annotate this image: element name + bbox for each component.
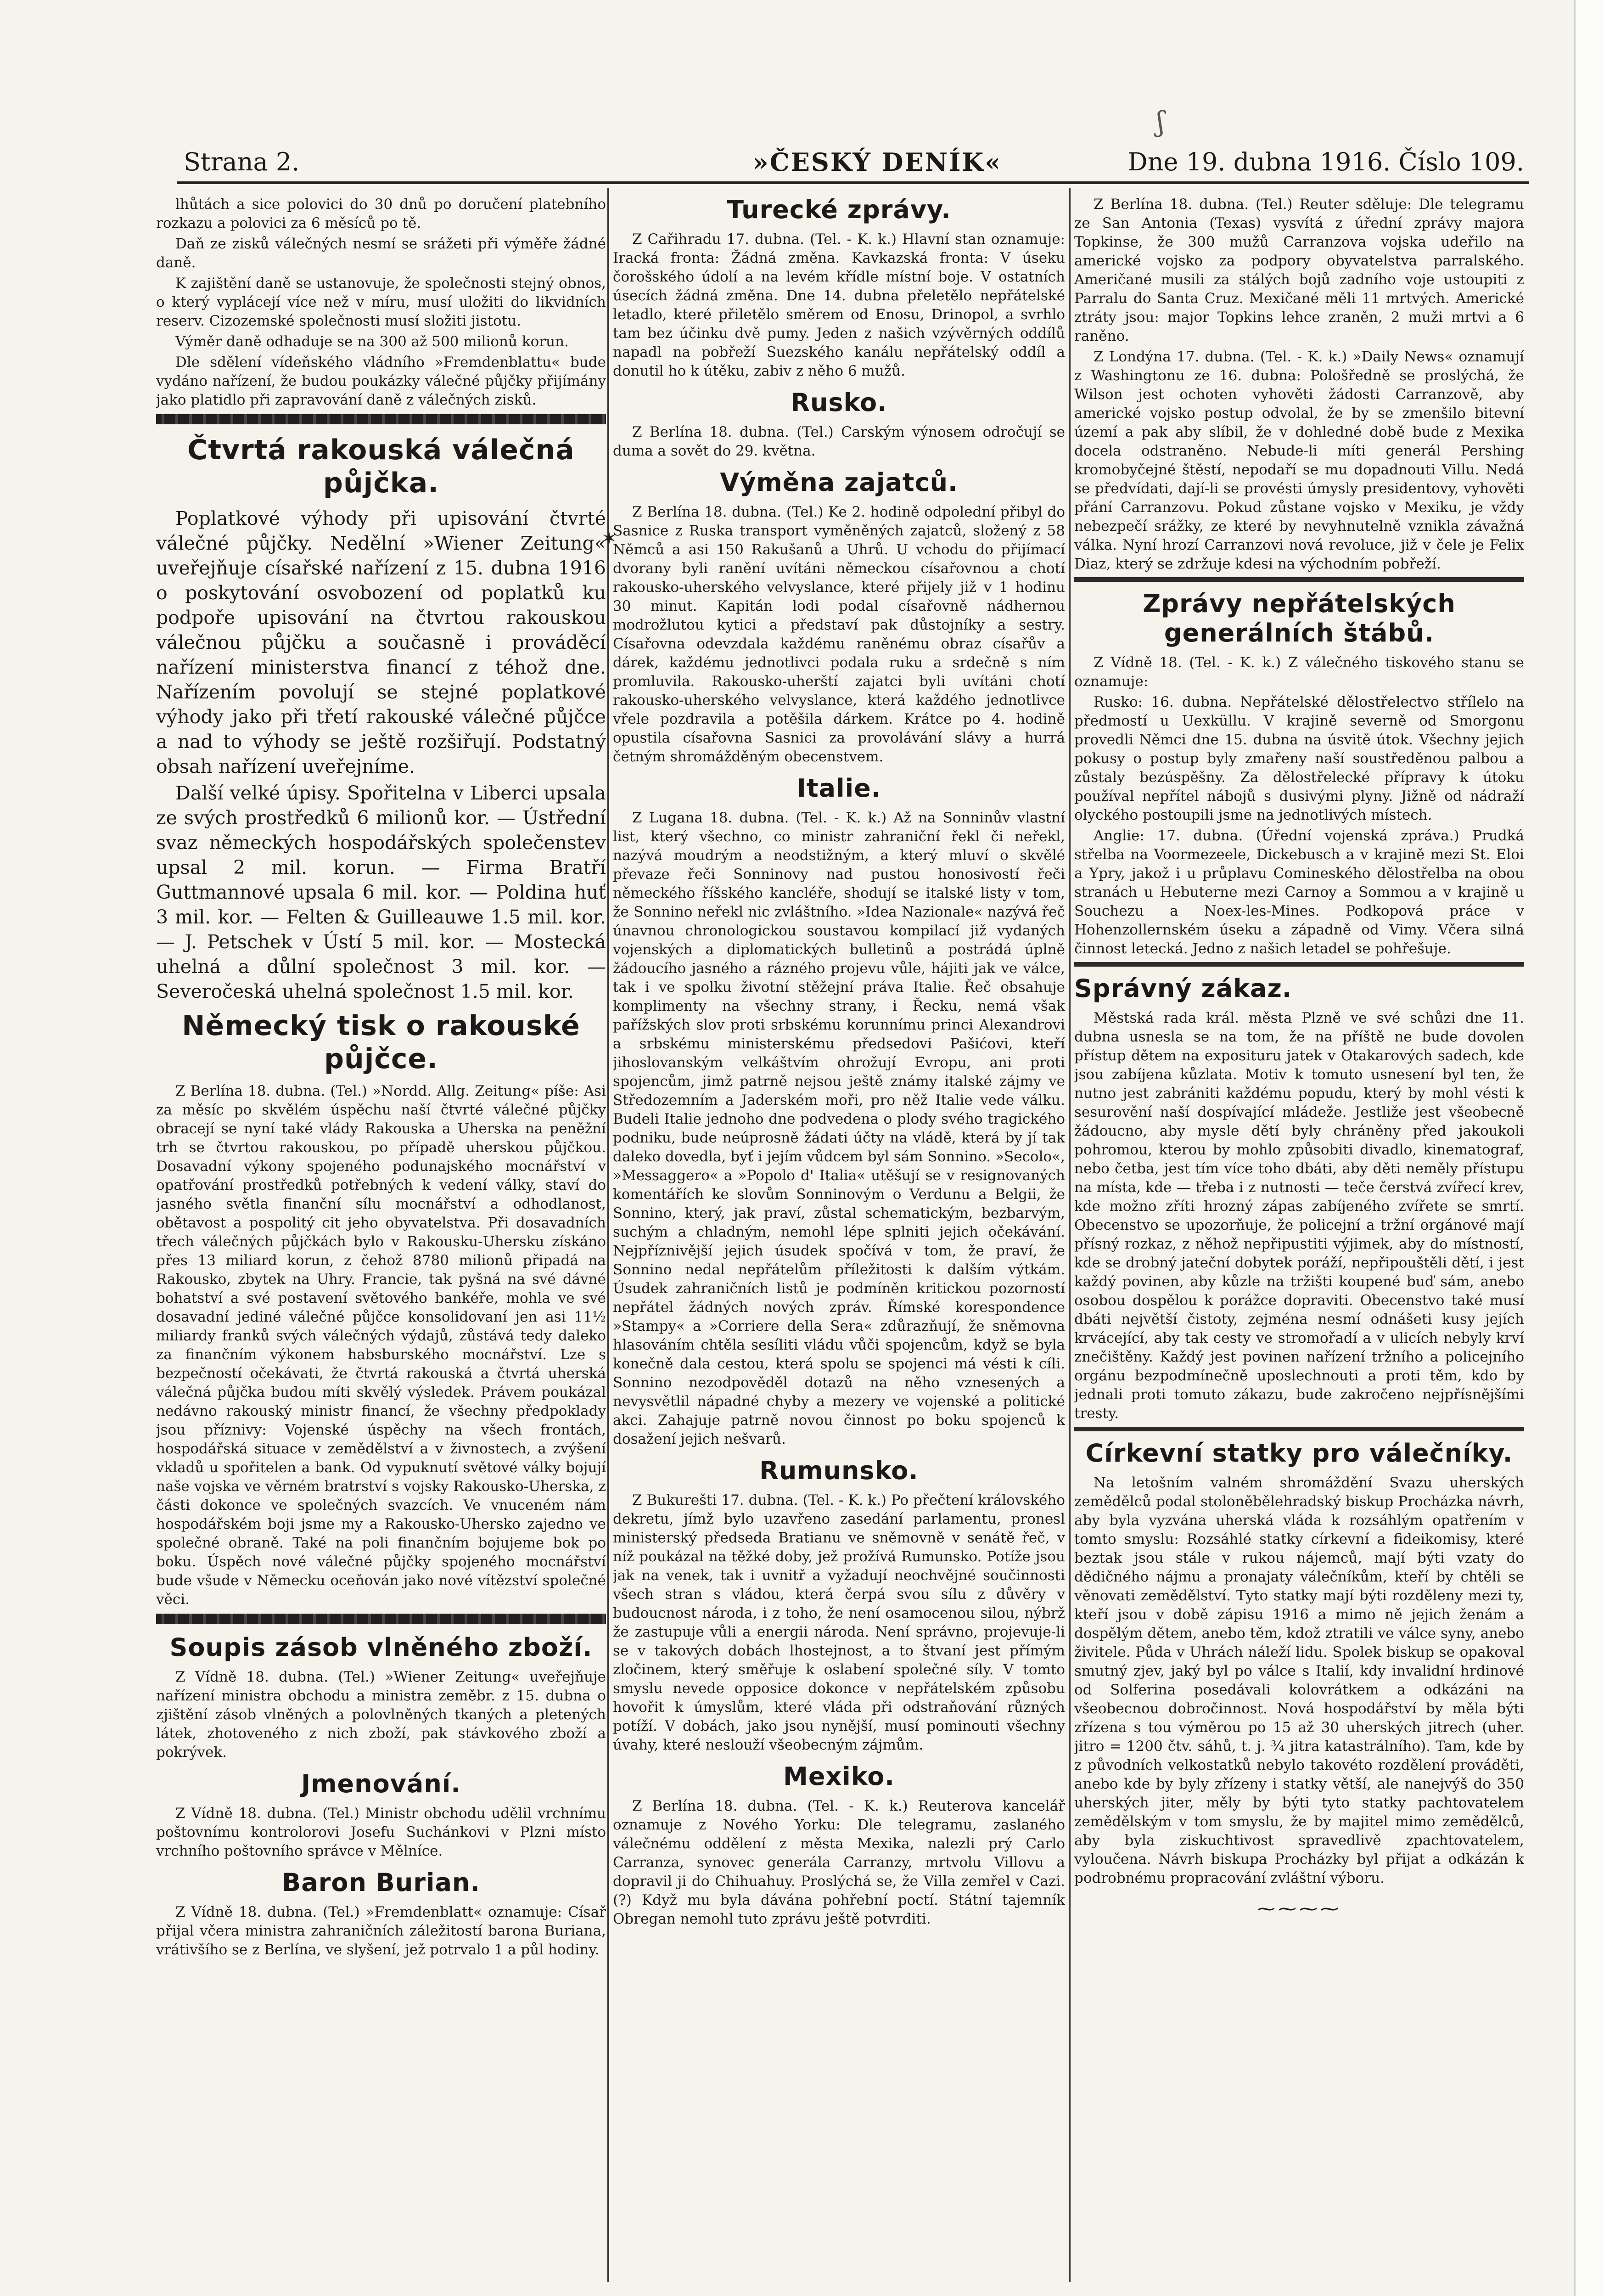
article-paragraph: Z Vídně 18. (Tel. - K. k.) Z válečného tiskového stanu se oznamuje: [1074, 654, 1524, 690]
headline-romania: Rumunsko. [759, 1456, 919, 1485]
article-paragraph: Městská rada král. města Plzně ve své schůzi dne 11. dubna usnesla se na tom, že na příště ne bude dovolen přístup dětem na exposituru jatek v Otakarových sadech, kde jsou zabíjena kůzlata. Motiv k tomuto usnesení byl ten, že nutno jest zabrániti každému popudu, který by mohl vésti k sesurovění naší dospívající mládeže. Jestliže jest všeobecně žádoucno, aby mysle dětí byly chráněny před jakoukoli pohromou, kterou by mohlo způsobiti divadlo, kinematograf, nebo četba, jest tím více toho dbáti, aby děti neměly přístupu na místa, kde — třeba i z nutnosti — teče čerstvá zvířecí krev, kde možno zříti hrozný zápas zabíjeného zvířete se smrtí. Obecenstvo se upozorňuje, že policejní a tržní orgánové mají přísný rozkaz, z něhož nepřipustiti výjimek, aby do místností, kde se drobný jateční dobytek poráží, nepřipouštěli dětí, i jest každý povinen, aby kůzle na tržišti koupené buď sám, anebo osobou dospělou k porážce dopraviti. Obecenstvo také musí dbáti největší čistoty, zejména nesmí odnášeti kusy jejích krvácející, aby tak cesty ve stromořadí a v ulicích nebyly krví znečištěny. Každý jest povinen nařízení tržního a policejního orgánu bezpodmínečně uposlechnouti a proti těm, kdo by jednali proti tomuto zákazu, bude zakročeno nejpřísnějšími tresty. [1074, 1010, 1524, 1422]
article-paragraph: Na letošním valném shromáždění Svazu uherských zemědělců podal stoloněbělehradský biskup Procházka návrh, aby byla vyzvána uherská vláda k rozsáhlým opatřením v tomto smyslu: Rozsáhlé statky církevní a fideikomisy, které beztak jsou stále v rukou nájemců, mají býti vzaty do dědičného nájmu a pronajaty válečníkům, kteří by chtěli se věnovati zemědělství. Tyto statky mají býti rozděleny mezi ty, kteří jsou v době zápisu 1916 a mimo ně jejich ženám a dospělým dětem, anebo těm, kdož ztratili ve válce syny, anebo živitele. Půda v Uhrách náleží lidu. Spolek biskup se opakoval smutný zjev, jaký byl po válce s Italií, kdy invalidní hrdinové od Solferina posedávali kolovrátkem a odkázáni na všeobecnou dobročinnost. Nová hospodářství by měla býti zřízena s tou výměrou po 15 až 30 uherských jitrech (uher. jitro = 1200 čtv. sáhů, t. j. ¾ jitra katastrálního). Tam, kde by z původních velkostatků nebylo takovéto rozdělení prováděti, anebo kde by byly zřízeny i statky větší, ale nanejvýš do 350 uherských jiter, měly by býti tyto statky pachtovatelem zemědělským v tom smyslu, že by majitel mimo zemědělců, aby byla ziskuchtivost spravedlivě zpachtovatelem, vyloučena. Návrh biskupa Procházky byl přijat a odkázán k podrobnému propracování zvláštní výboru. [1074, 1474, 1524, 1886]
column-1 [156, 195, 606, 2296]
asterisk-mark: ✶ [601, 528, 617, 549]
page-number: Strana 2. [184, 147, 300, 176]
column-2 [613, 195, 1065, 2296]
article-paragraph: Z Berlína 18. dubna. (Tel.) Carským výnosem odročují se duma a sovět do 29. května. [613, 424, 1065, 459]
article-paragraph: lhůtách a sice polovici do 30 dnů po doručení platebního rozkazu a polovici za 6 měsíců po tě. [156, 196, 606, 231]
section-divider [1074, 1427, 1524, 1431]
headline-russia: Rusko. [791, 388, 887, 417]
article-paragraph: Výměr daně odhaduje se na 300 až 500 milionů korun. [175, 333, 569, 350]
section-divider [1074, 962, 1524, 967]
pencil-mark: ʃ [1157, 106, 1165, 138]
article-paragraph: Z Vídně 18. dubna. (Tel.) »Fremdenblatt« oznamuje: Císař přijal včera ministra zahraničních záležitostí barona Buriana, vrátivšího se z Berlína, ve slyšení, jež potrvalo 1 a půl hodiny. [156, 1904, 606, 1958]
article-paragraph: Z Berlína 18. dubna. (Tel.) Ke 2. hodině odpolední přibyl do Sasnice z Ruska transport vyměněných zajatců, složený z 58 Němců a asi 150 Rakušanů a Uhrů. U vchodu do přijímací dvorany byli ranění uvítáni německou císařovnou a chotí rakousko-uherského velvyslance, které přijely již v 1 hodinu 30 minut. Kapitán lodi podal císařovně nádhernou modrožlutou kytici a představí pak důstojníky a sestry. Císařovna odevzdala každému raněnému obraz císařův a dárek, každému jednotlivci podala ruku a srdečně s ním promluvila. Rakousko-uherští zajatci byli uvítáni chotí rakousko-uherského velvyslance, která každého jednotlivce vřele pozdravila a potěšila dárkem. Krátce po 4. hodině opustila císařovna Sasnici za provolávání slávy a hurrá četným shromážděným obecenstvem. [613, 504, 1065, 765]
article-paragraph: Z Londýna 17. dubna. (Tel. - K. k.) »Daily News« oznamují z Washingtonu ze 16. dubna: Pološředně se proslýchá, že Wilson jest ochoten vyhověti žádosti Carranzově, aby americké vojsko postup odvolal, že by se zmenšilo bitevní území a pak aby slíbil, že v dohledné době bude z Mexika docela odstraněno. Nebude-li míti generál Pershing kromobyčejné štěstí, nepodaří se mu dopadnouti Villu. Nedá se předvídati, dají-li se provésti úmysly presidentovy, vyhověti přání Carranzovu. Pokud zůstane vojsko v Mexiku, je vždy nebezpečí srážky, ze které by nevyhnutelně vznikla závažná válka. Nyní hrozí Carranzovi nová revoluce, již v čele je Felix Diaz, který se zdržuje kdesi na východním pobřeží. [1074, 349, 1524, 572]
page-header [184, 145, 1524, 181]
article-paragraph: Anglie: 17. dubna. (Úřední vojenská zpráva.) Prudká střelba na Voormezeele, Dickebusch a v krajině mezi St. Eloi a Ypry, jakož i u průplavu Comineského dělostřelba na obou stranách u Hebuterne mezi Carnoy a Sommou a v krajině u Souchezu a Noex-les-Mines. Podkopová práce v Hohenzollernském úseku a západně od Vimy. Včera silná činnost letecká. Jedno z našich letadel se pohřešuje. [1074, 827, 1524, 957]
article-paragraph: Daň ze zisků válečných nesmí se srážeti při výměře žádné daně. [156, 236, 606, 271]
article-paragraph: Poplatkové výhody při upisování čtvrté válečné půjčky. Nedělní »Wiener Zeitung« uveřejňuje císařské nařízení z 15. dubna 1916 o poskytování osvobození od poplatků ku podpoře upisování na čtvrtou rakouskou válečnou půjčku a současně i prováděcí nařízení ministerstva financí z téhož dne. Nařízením povolují se stejné poplatkové výhody jako při třetí rakouské válečné půjčce a nad to výhody se ještě rozšiřují. Podstatný obsah nařízení uveřejníme. [156, 507, 606, 777]
article-paragraph: K zajištění daně se ustanovuje, že společnosti stejný obnos, o který vyplácejí více než v míru, musí uložiti do likvidních reserv. Cizozemské společnosti musí složiti jistotu. [156, 275, 606, 329]
section-divider [1074, 577, 1524, 582]
article-paragraph: Z Berlína 18. dubna. (Tel.) »Nordd. Allg. Zeitung« píše: Asi za měsíc po skvělém úspěchu naší čtvrté válečné půjčky obracejí se nyní také vlády Rakouska a Uherska na peněžní trh se čtvrtou rakouskou, po případě uherskou půjčkou. Dosavadní výkony spojeného podunajského mocnářství v opatřování prostředků potřebných k vedení války, staví do jasného světla finanční sílu mocnářství a odhodlanost, obětavost a pospolitý cit jeho obyvatelstva. Při dosavadních třech válečných půjčkách bylo v Rakousku-Uhersku získáno přes 13 miliard korun, z čehož 8780 milionů připadá na Rakousko, zbytek na Uhry. Francie, tak pyšná na své dávné bohatství a své postavení světového bankéře, mohla ve své dosavadní jediné válečné půjčce konsolidovaní jen asi 11½ miliardy franků svých válečných výdajů, zůstává tedy daleko za finančním výkonem habsburského mocnářství. Lze s bezpečností očekávati, že čtvrtá rakouská a čtvrtá uherská válečná půjčka budou míti skvělý výsledek. Právem poukázal nedávno rakouský ministr financí, že všechny předpoklady jsou příznivy: Vojenské úspěchy na všech frontách, hospodářská situace v zemědělství a v živnostech, a zvýšení vkladů u spořitelen a bank. Od vypuknutí světové války bojují naše vojska ve věrném bratrství s vojsky Rakousko-Uherska, z části dokonce ve společných svazcích. Ve vnuceném nám hospodářském boji jsme my a Rakousko-Uhersko zajedno ve společné obraně. Také na poli finančním bojujeme bok po boku. Úspěch nové válečné půjčky spojeného mocnářství bude všude v Německu oceňován jako nové vítězství společné věci. [156, 1083, 606, 1608]
headline-mexico: Mexiko. [783, 1762, 895, 1791]
column-divider [607, 188, 609, 2282]
headline-war-loan: Čtvrtá rakouská válečná půjčka. [187, 434, 575, 499]
headline-appointment: Jmenování. [301, 1769, 461, 1798]
section-divider [156, 414, 606, 424]
headline-german-press: Německý tisk o rakouské půjčce. [182, 1010, 580, 1075]
column-3 [1074, 195, 1524, 2296]
issue-date: Dne 19. dubna 1916. Číslo 109. [1127, 147, 1524, 176]
headline-proper-ban: Správný zákaz. [1074, 974, 1292, 1003]
headline-enemy-staff-reports: Zprávy nepřátelských generálních štábů. [1143, 589, 1456, 647]
headline-baron-burian: Baron Burian. [282, 1868, 480, 1897]
headline-turkish-news: Turecké zprávy. [727, 195, 951, 224]
article-paragraph: Dle sdělení vídeňského vládního »Fremdenblattu« bude vydáno nařízení, že budou poukázky válečné půjčky přijímány jako platidlo při zapravování daně z válečných zisků. [156, 354, 606, 408]
header-rule [177, 181, 1529, 184]
article-paragraph: Z Cařihradu 17. dubna. (Tel. - K. k.) Hlavní stan oznamuje: Iracká fronta: Žádná změna. Kavkazská fronta: V úseku čorošského údolí a na levém křídle místní boje. V ostatních úsecích žádná změna. Dne 14. dubna přeletělo nepřátelské letadlo, které přiletělo směrem od Enosu, Drinopol, a svrhlo tam bez účinku dvě pumy. Jeden z našich vzývěrných oddílů napadl na pobřeží Suezského kanálu nepřátelský oddíl a donutil ho k útěku, zabiv z něho 6 mužů. [613, 231, 1065, 379]
headline-italy: Italie. [796, 774, 881, 803]
article-paragraph: Z Bukurešti 17. dubna. (Tel. - K. k.) Po přečtení královského dekretu, jímž bylo uzavřeno zasedání parlamentu, pronesl ministerský předseda Bratianu ve sněmovně v senátě řeč, v níž poukázal na těžké doby, jež prožívá Rumunsko. Potíže jsou jak na venek, tak i uvnitř a vyžadují neochvějné součinnosti všech stran s vládou, která čerpá svou sílu z důvěry v budoucnost národa, i z toho, že není osamocenou silou, nýbrž že zastupuje vůli a energii národa. Není správno, projevuje-li se v takových dobách lhostejnost, a to štvaní jest přímým zločinem, který směřuje k oslabení společné síly. V tomto smyslu nevede opposice dokonce v nepřátelském způsobu hovořit k úmyslům, které vláda při odstraňování různých potíží. V dobách, jako jsou nynější, musí pominouti všechny úvahy, které neslouží všeobecným zájmům. [613, 1492, 1065, 1753]
headline-prisoner-exchange: Výměna zajatců. [720, 468, 958, 497]
headline-wool-inventory: Soupis zásob vlněného zboží. [169, 1633, 593, 1662]
end-ornament: ⁓⁓⁓⁓ [1257, 1898, 1341, 1919]
article-paragraph: Z Berlína 18. dubna. (Tel. - K. k.) Reuterova kancelář oznamuje z Nového Yorku: Dle telegramu, zaslaného válečnému oddělení z města Mexika, nalezli prý Carlo Carranza, synovec generála Carranzy, mrtvolu Villovu a dopravil ji do Chihuahuy. Proslýchá se, že Villa zemřel v Cazi. (?) Když mu byla dávána pohřební poctí. Státní tajemník Obregan nemohl tuto zprávu ještě potvrditi. [613, 1798, 1065, 1927]
article-paragraph: Z Lugana 18. dubna. (Tel. - K. k.) Až na Sonninův vlastní list, který všechno, co ministr zahraniční řekl či neřekl, nazývá moudrým a neodstižným, a který mluví o skvělé převaze řeči Sonninovy nad pustou honosivostí řeči německého říšského kancléře, shodují se italské listy v tom, že Sonnino neřekl nic zvláštního. »Idea Nazionale« nazývá řeč únavnou chronologickou soustavou kompilací již vydaných vojenských a diplomatických bulletinů a postrádá úplně žádoucího jasného a rázného projevu vůle, hájiti jak ve válce, tak i ve spolku životní stěžejní práva Italie. Řeč obsahuje komplimenty na všechny strany, i Řecku, nemá však pařížských slov proti srbskému korunnímu princi Alexandrovi a srbskému ministerskému předsedovi Pašićovi, kteří jihoslovanským velkáštvím ohrožují Evropu, ani proti spojencům, jimž patrně nejsou ještě známy italské zájmy ve Středozemním a Jaderském moři, pro něž Italie vede válku. Budeli Italie jednoho dne podvedena o plody svého tragického podniku, bude neúprosně žádati účty na vládě, která by jí tak daleko dovedla, byť i jejím vůdcem byl sám Sonnino. »Secolo«, »Messaggero« a »Popolo d' Italia« utěšují se v resignovaných komentářích ke slovům Sonninovým o Verdunu a Belgii, že Sonnino, který, jak praví, zůstal schematickým, bezbarvým, suchým a chladným, nemohl lépe splniti jejich očekávání. Nejpříznivější jejich úsudek spočívá v tom, že praví, že Sonnino nedal nepřátelům příležitosti k dalším výtkám. Úsudek zahraničních listů je podmíněn kritickou pozorností nepřátel žádných nových zpráv. Římské korespondence »Stampy« a »Corriere della Sera« zdůrazňují, že sněmovna hlasováním chtěla sesíliti vládu vůči spojencům, když se byla konečně dala cestou, která spolu se spojenci má vésti k cíli. Sonnino nezodpověděl dotazů na něho vznesených a nevysvětlil nápadné chyby a mezery ve vojenské a politické akci. Zahajuje patrně novou činnost po boku spojenců k dosažení jejich nešvarů. [613, 810, 1065, 1447]
masthead-title: »ČESKÝ DENÍK« [753, 147, 1002, 177]
article-paragraph: Z Berlína 18. dubna. (Tel.) Reuter sděluje: Dle telegramu ze San Antonia (Texas) vysvítá z úřední zprávy majora Topkinse, že 300 mužů Carranzova vojska udeřilo na americké vojsko za podpory obyvatelstva parralského. Američané musili za stálých bojů zadního voje ustoupiti z Parralu do Santa Cruz. Mexičané měli 11 mrtvých. Americké ztráty jsou: major Topkins lehce zraněn, 2 muži mrtvi a 6 raněno. [1074, 196, 1524, 344]
column-divider [1069, 188, 1071, 2282]
adjacent-page-strip [1574, 0, 1604, 2296]
article-paragraph: Z Vídně 18. dubna. (Tel.) »Wiener Zeitung« uveřejňuje nařízení ministra obchodu a ministra zeměbr. z 15. dubna o zjištění zásob vlněných a polovlněných tkaných a pletených látek, zhotoveného z nich zboží, pak stávkového zboží a pokrývek. [156, 1669, 606, 1761]
headline-church-estates: Církevní statky pro válečníky. [1085, 1439, 1513, 1468]
article-paragraph: Další velké úpisy. Spořitelna v Liberci upsala ze svých prostředků 6 milionů kor. — Ústřední svaz německých hospodářských společenstev upsal 2 mil. korun. — Firma Bratří Guttmannové upsala 6 mil. kor. — Poldina huť 3 mil. kor. — Felten & Guilleauwe 1.5 mil. kor. — J. Petschek v Ústí 5 mil. kor. — Mostecká uhelná a důlní společnost 3 mil. kor. — Severočeská uhelná společnost 1.5 mil. kor. [156, 782, 606, 1002]
article-paragraph: Rusko: 16. dubna. Nepřátelské dělostřelectvo střílelo na předmostí u Uexküllu. V krajině severně od Smorgonu provedli Němci dne 15. dubna na úsvitě útok. Všechny jejich pokusy o postup byly zmařeny naší soustředěnou palbou a zůstaly bezúspěšny. Za dělostřelecké přípravy k útoku používal nepřítel nábojů s dusivými plyny. Jižně od nádraží olyckého postoupili jsme na jednotlivých místech. [1074, 694, 1524, 823]
section-divider [156, 1614, 606, 1624]
article-paragraph: Z Vídně 18. dubna. (Tel.) Ministr obchodu udělil vrchnímu poštovnímu kontrolorovi Josefu Suchánkovi v Plzni místo vrchního poštovního správce v Mělníce. [156, 1805, 606, 1859]
